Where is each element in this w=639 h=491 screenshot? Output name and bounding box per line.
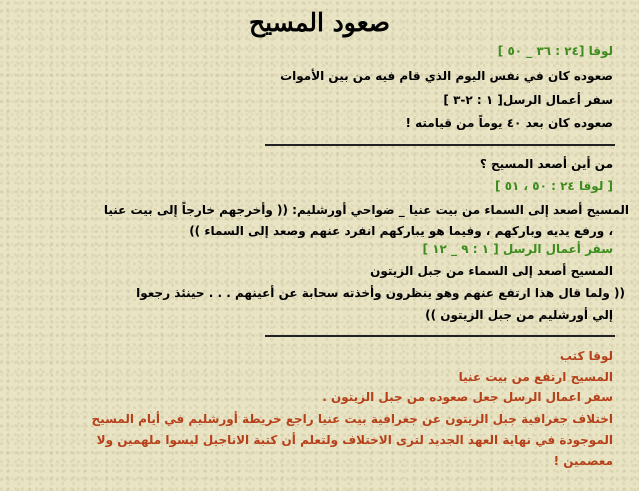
conclusion-text: الموجودة في نهاية العهد الجديد لترى الاختلاف ولتعلم أن كتبة الاناجيل ليسوا ملهمين ولا <box>96 433 613 447</box>
question-heading: من أين أصعد المسيح ؟ <box>479 157 613 171</box>
conclusion-text: لوقا كتب <box>559 349 613 363</box>
luke-reference: [ لوقا ٢٤ : ٥٠ ، ٥١ ] <box>495 179 613 193</box>
body-text: المسيح أصعد إلى السماء من بيت عنيا _ ضواحي أورشليم: (( وأخرجهم خارجاً إلى بيت عنيا <box>103 203 629 217</box>
conclusion-text: سفر اعمال الرسل جعل صعوده من جبل الزيتون . <box>322 390 613 404</box>
acts-reference-text: سفر أعمال الرسل[ ١ : ٢-٣ ] <box>443 93 613 107</box>
body-text: صعوده كان في نفس اليوم الذي قام فيه من بين الأموات <box>280 69 613 83</box>
body-text: ، ورفع يديه وباركهم ، وفيما هو يباركهم انفرد عنهم وصعد إلى السماء )) <box>189 224 613 238</box>
body-text: صعوده كان بعد ٤٠ يوماً من قيامته ! <box>405 116 613 130</box>
divider <box>265 335 615 337</box>
body-text: المسيح أصعد إلى السماء من جبل الزيتون <box>370 264 613 278</box>
quote-text: (( ولما قال هذا ارتفع عنهم وهو ينظرون وأخذته سحابة عن أعينهم . . . حينئذ رجعوا <box>136 286 625 300</box>
acts-reference: سفر أعمال الرسل [ ١ : ٩ _ ١٢ ] <box>422 242 613 256</box>
quote-text: إلي أورشليم من جبل الزيتون )) <box>425 308 613 322</box>
conclusion-text: المسيح ارتفع من بيت عنيا <box>458 370 613 384</box>
luke-reference: لوقا [٢٤ : ٣٦ _ ٥٠ ] <box>497 44 613 58</box>
conclusion-text: اختلاف جغرافية جبل الزيتون عن جغرافية بيت عنيا راجع خريطة أورشليم في أيام المسيح <box>91 412 613 426</box>
conclusion-text: معصمين ! <box>553 454 613 468</box>
page-title: صعود المسيح <box>248 8 391 37</box>
divider <box>265 144 615 146</box>
